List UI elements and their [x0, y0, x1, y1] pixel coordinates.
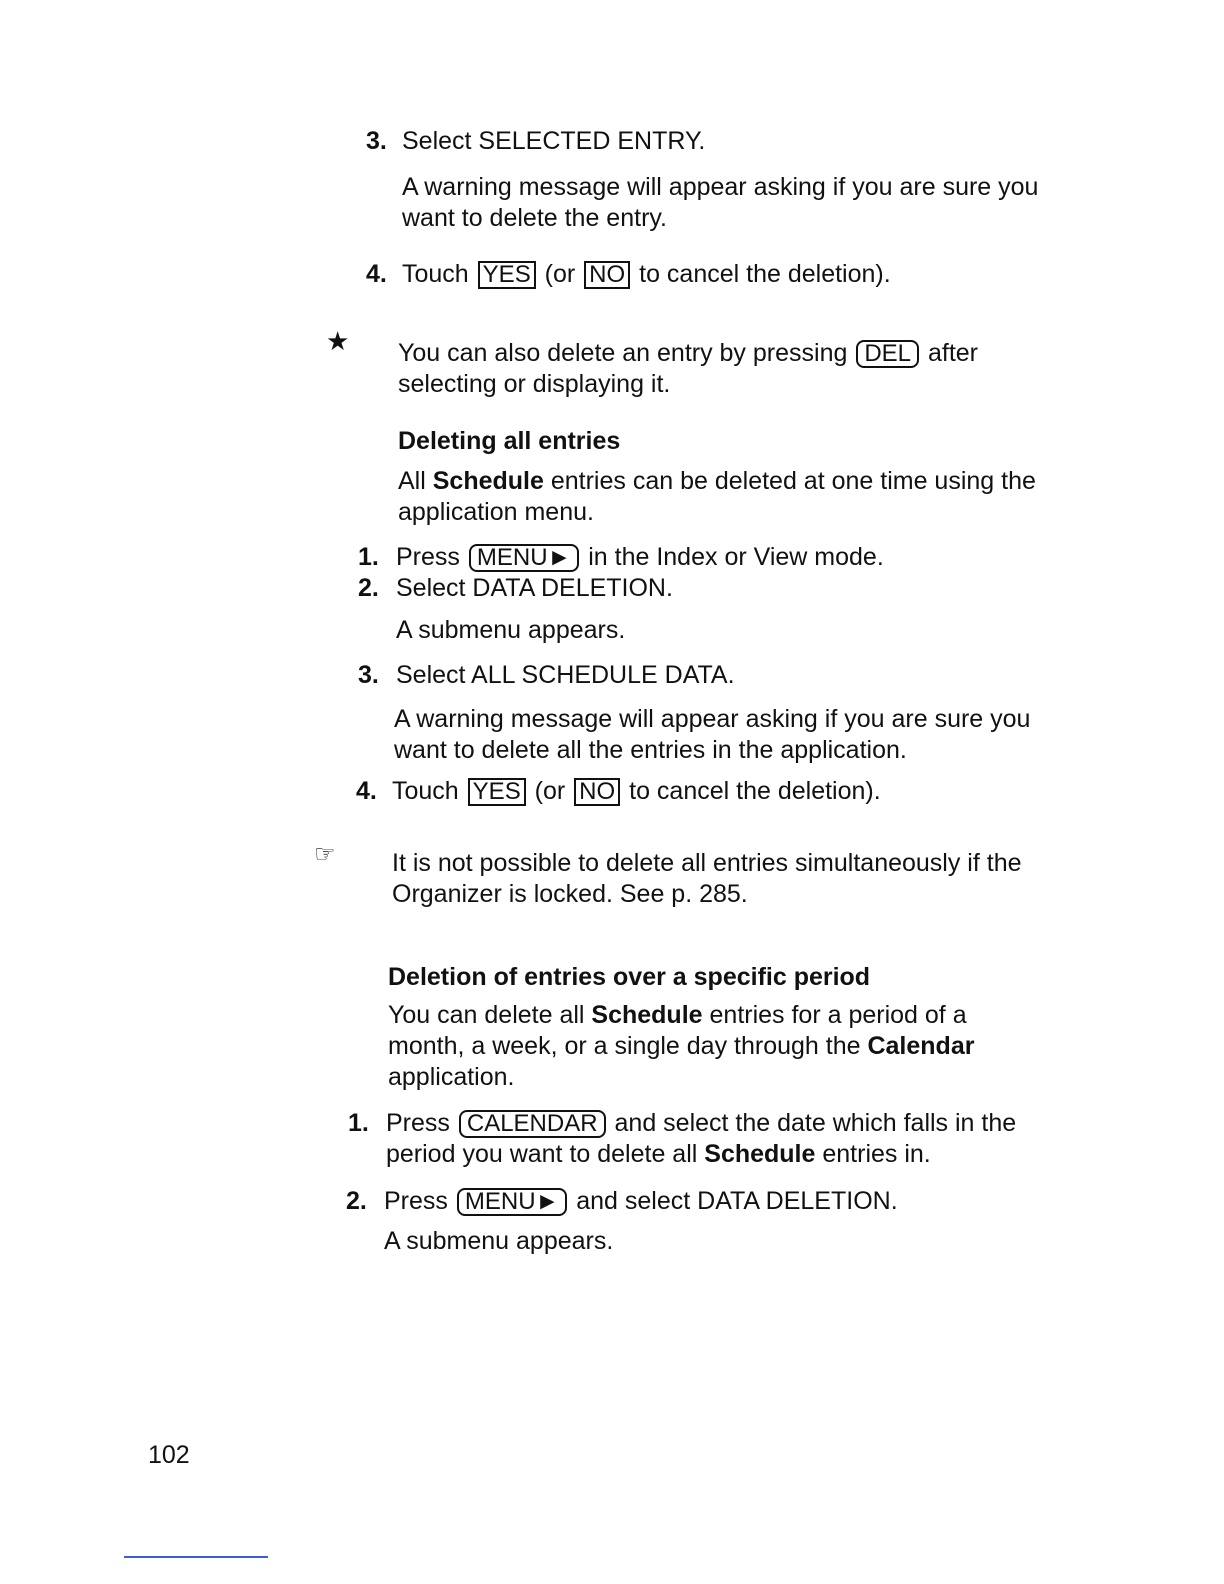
submenu-appears-2: A submenu appears.	[384, 1227, 614, 1255]
section-intro-delete-all: All Schedule entries can be deleted at one time using the application menu.	[398, 467, 1036, 526]
tip-delete-key: You can also delete an entry by pressing DEL after selecting or displaying it.	[398, 339, 979, 398]
step-text: Touch	[402, 260, 469, 288]
step-number: 3.	[366, 127, 387, 155]
yes-key: YES	[478, 261, 536, 289]
yes-key: YES	[468, 778, 526, 806]
del-key: DEL	[856, 340, 919, 368]
step-text: Select SELECTED ENTRY.	[402, 127, 706, 155]
footer-rule	[124, 1556, 268, 1558]
step-number: 4.	[366, 260, 387, 288]
calendar-key: CALENDAR	[459, 1110, 606, 1138]
submenu-appears-1: A submenu appears.	[396, 616, 626, 644]
warning-paragraph-2: A warning message will appear asking if you are sure you want to delete all the entries in the application.	[394, 705, 1031, 764]
menu-key: MENU►	[457, 1188, 567, 1216]
page-number: 102	[148, 1441, 190, 1469]
no-key: NO	[584, 261, 630, 289]
warning-paragraph-1: A warning message will appear asking if you are sure you want to delete the entry.	[402, 173, 1039, 232]
note-organizer-locked: It is not possible to delete all entries simultaneously if the Organizer is locked. See p. 285.	[392, 849, 1022, 908]
section-heading-specific-period: Deletion of entries over a specific period	[388, 963, 871, 991]
manual-page: 3. Select SELECTED ENTRY. A warning message will appear asking if you are sure you want to delete the entry. 4. Touch YES (or NO to cancel the deletion). ★ You can also delete an entry by pressing DEL after selecting or displaying it. Deleting all entries All Schedule entries can be deleted at one time using the application menu. 1. Press MENU► in the Index or View mode. 2. Select DATA DELETION. A submenu appears. 3. Select ALL SCHEDULE DATA. A warning message will appear asking if you are sure you want to delete all the entries in the application. 4. Touch YES (or NO to cancel the deletion). ☞ It is not possible to delete all entries simultaneously if the Organizer is locked. See p. 285. Deletion of entries over a specific period You can delete all Schedule entries for a period of a month, a week, or a single day through the Calendar application. 1. Press CALENDAR and select the date which falls in the period you want to delete all Schedule entries in. 2. Press MENU► and select DATA DELETION. A submenu appears. 102	[0, 0, 1224, 1584]
pointing-hand-icon: ☞	[314, 841, 336, 868]
menu-key: MENU►	[469, 544, 579, 572]
section-heading-delete-all: Deleting all entries	[398, 427, 621, 455]
star-icon: ★	[326, 326, 350, 356]
section-intro-specific-period: You can delete all Schedule entries for a period of a month, a week, or a single day through the Calendar application.	[388, 1001, 975, 1091]
no-key: NO	[574, 778, 620, 806]
